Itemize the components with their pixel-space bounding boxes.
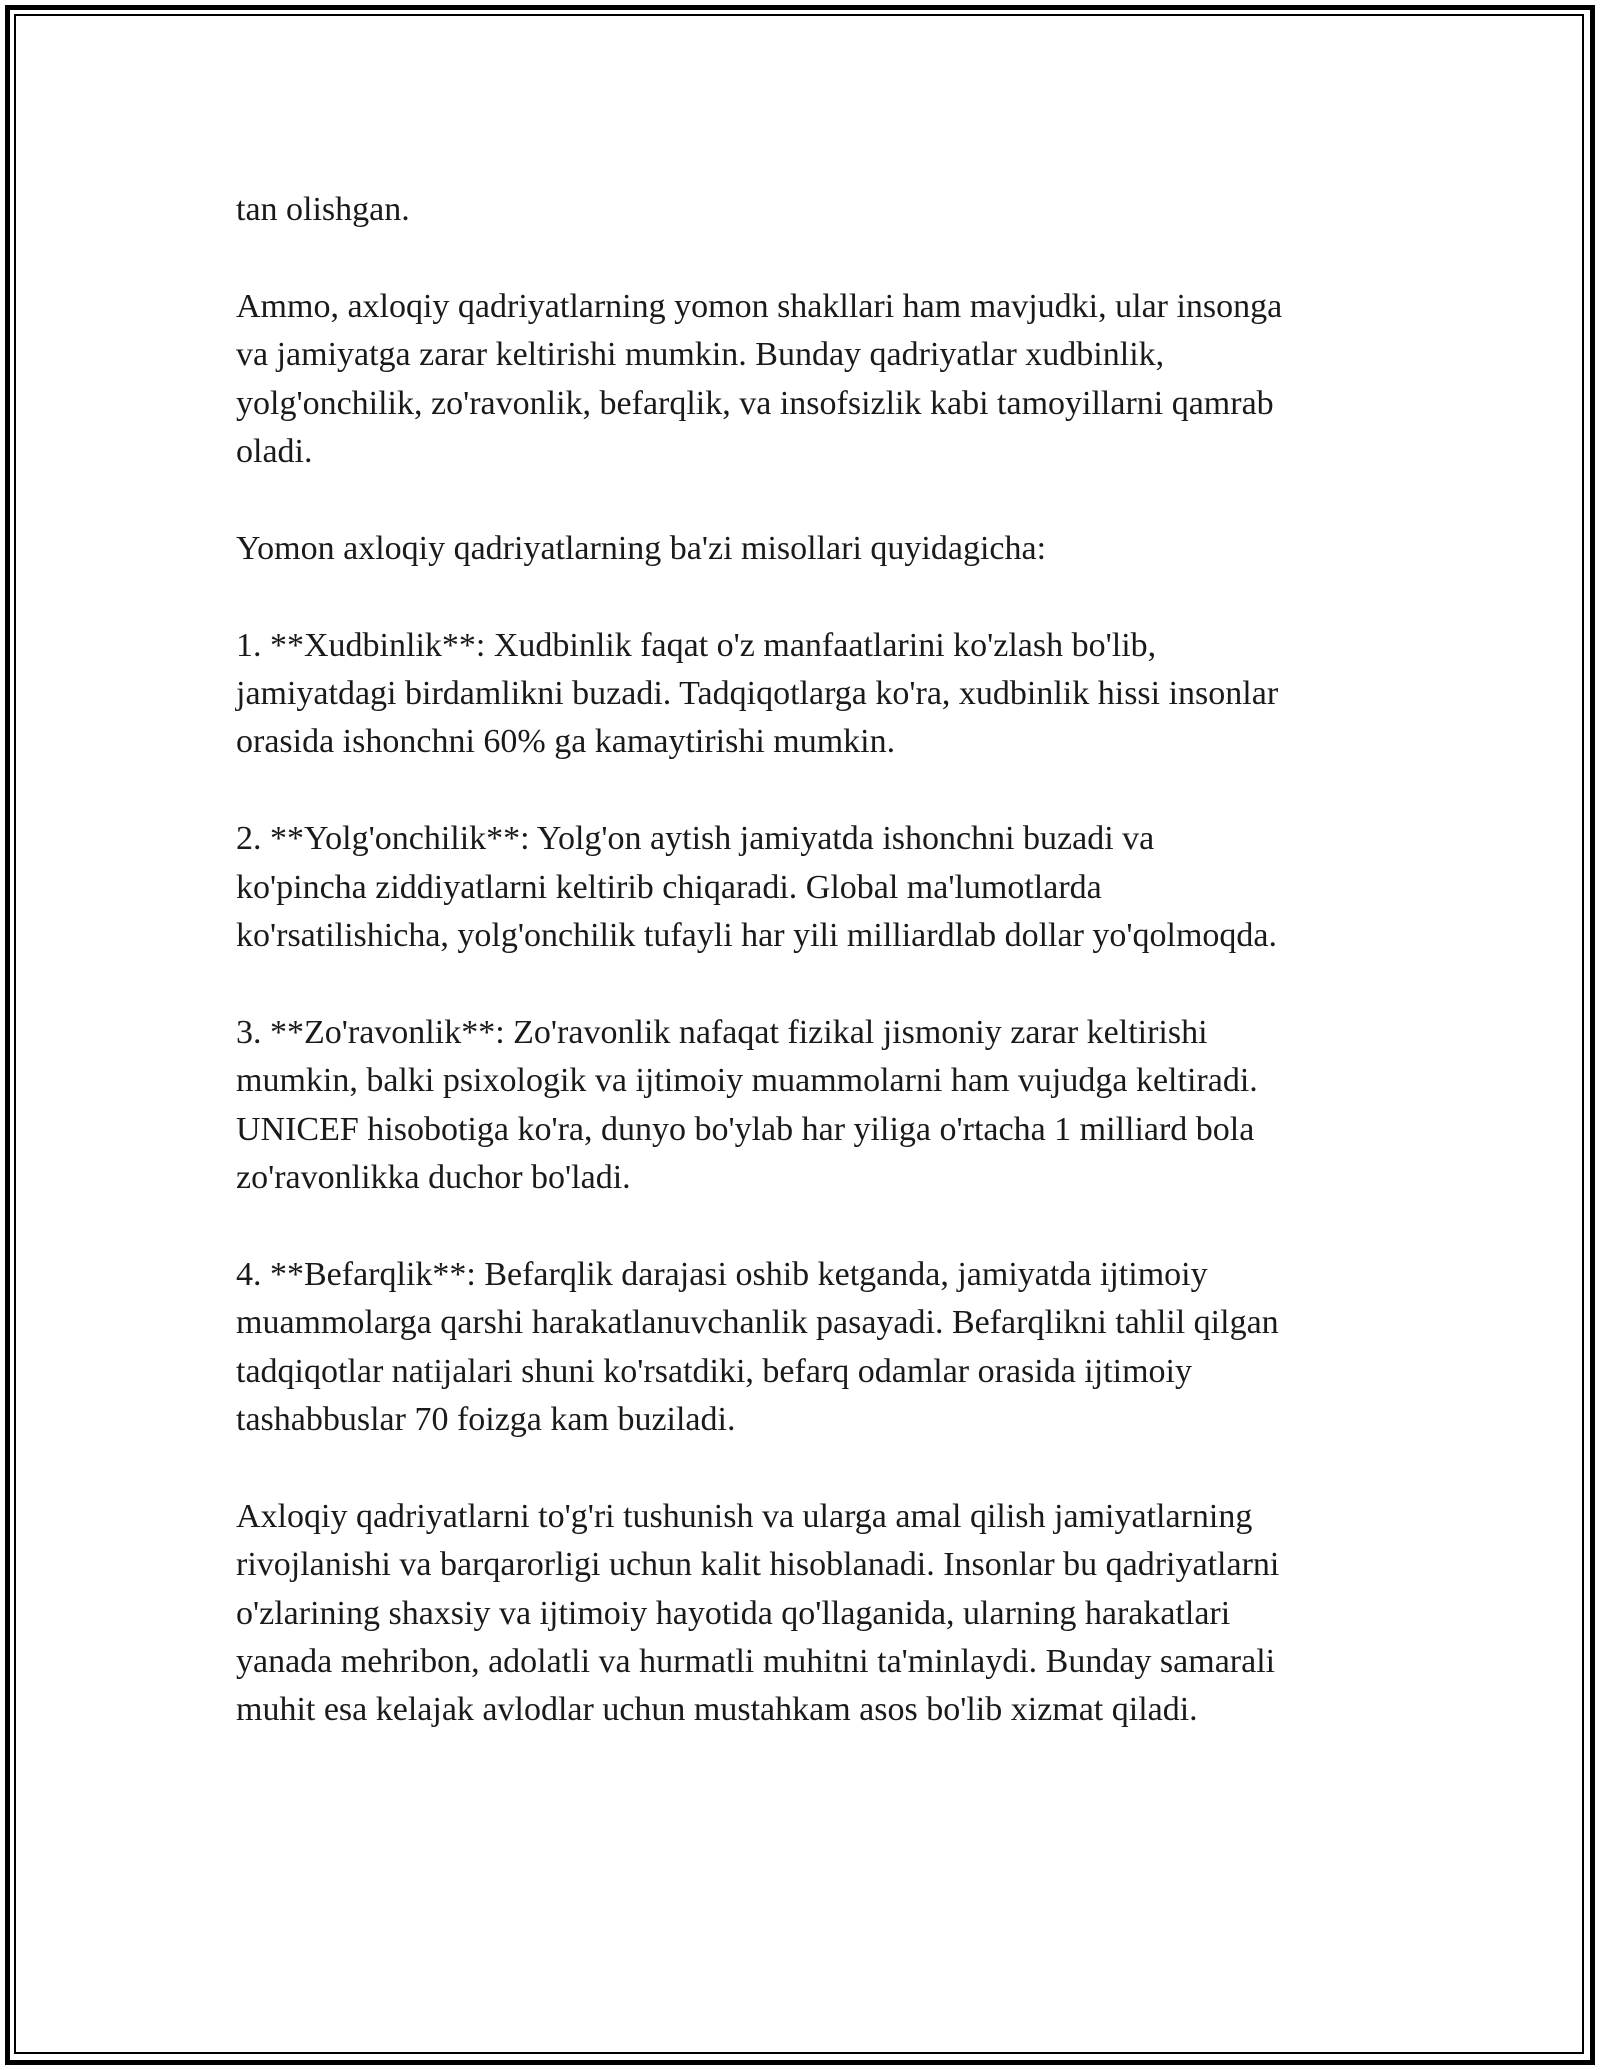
list-item-yolgonchilik: 2. **Yolg'onchilik**: Yolg'on aytish jamiyatda ishonchni buzadi va ko'pincha ziddiyatlarni keltirib chiqaradi. Global ma'lumotlarda ko'rsatilishicha, yolg'onchilik tufayli har yili milliardlab dollar yo'qolmoqda. — [236, 820, 1278, 955]
document-body — [236, 186, 1386, 1735]
paragraph-continuation: tan olishgan. — [236, 191, 410, 228]
paragraph-conclusion: Axloqiy qadriyatlarni to'g'ri tushunish va ularga amal qilish jamiyatlarning rivojlanishi va barqarorligi uchun kalit hisoblanadi. Insonlar bu qadriyatlarni o'zlarining shaxsiy va ijtimoiy hayotida qo'llaganida, ularning harakatlari yanada mehribon, adolatli va hurmatli muhitni ta'minlaydi. Bunday samarali muhit esa kelajak avlodlar uchun mustahkam asos bo'lib xizmat qiladi. — [236, 1497, 1280, 1729]
list-item-xudbinlik: 1. **Xudbinlik**: Xudbinlik faqat o'z manfaatlarini ko'zlash bo'lib, jamiyatdagi birdamlikni buzadi. Tadqiqotlarga ko'ra, xudbinlik hissi insonlar orasida ishonchni 60% ga kamaytirishi mumkin. — [236, 626, 1279, 761]
list-item-zoravonlik: 3. **Zo'ravonlik**: Zo'ravonlik nafaqat fizikal jismoniy zarar keltirishi mumkin, balki psixologik va ijtimoiy muammolarni ham vujudga keltiradi. UNICEF hisobotiga ko'ra, dunyo bo'ylab har yiliga o'rtacha 1 milliard bola zo'ravonlikka duchor bo'ladi. — [236, 1013, 1258, 1197]
paragraph-examples-heading: Yomon axloqiy qadriyatlarning ba'zi misollari quyidagicha: — [236, 529, 1047, 567]
paragraph-intro: Ammo, axloqiy qadriyatlarning yomon shakllari ham mavjudki, ular insonga va jamiyatga zarar keltirishi mumkin. Bunday qadriyatlar xudbinlik, yolg'onchilik, zo'ravonlik, befarqlik, va insofsizlik kabi tamoyillarni qamrab oladi. — [236, 287, 1283, 471]
list-item-befarqlik: 4. **Befarqlik**: Befarqlik darajasi oshib ketganda, jamiyatda ijtimoiy muammolarga qarshi harakatlanuvchanlik pasayadi. Befarqlikni tahlil qilgan tadqiqotlar natijalari shuni ko'rsatdiki, befarq odamlar orasida ijtimoiy tashabbuslar 70 foizga kam buziladi. — [236, 1255, 1279, 1439]
